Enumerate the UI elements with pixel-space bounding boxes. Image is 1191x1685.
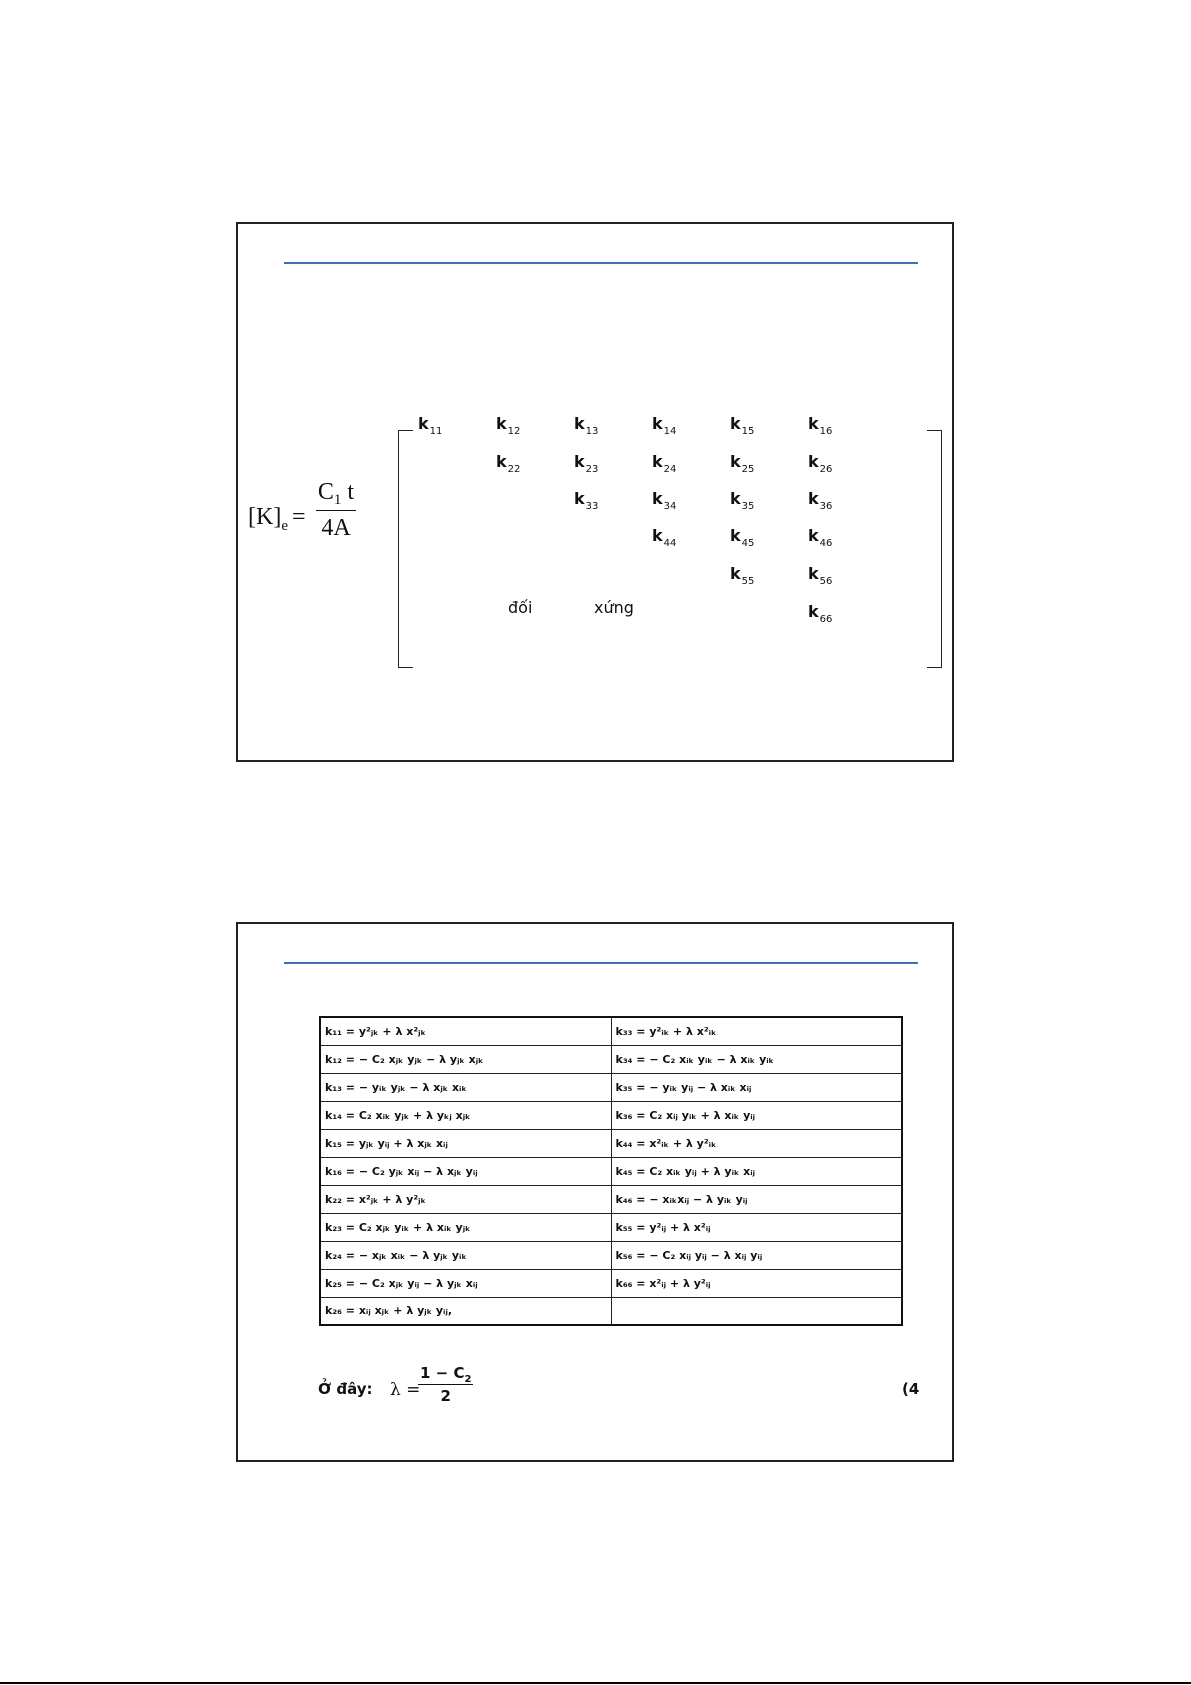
table-row [320, 1269, 902, 1297]
table-cell [320, 1269, 611, 1297]
slide-title-rule [284, 262, 918, 264]
table-cell [611, 1241, 902, 1269]
matrix-entry-symbol: k [574, 452, 585, 471]
table-cell [611, 1297, 902, 1325]
matrix-entry-index: 15 [741, 426, 755, 437]
matrix-entry-index: 26 [819, 464, 833, 475]
matrix-entry [574, 414, 599, 437]
table-row [320, 1017, 902, 1045]
lambda-denominator: 2 [440, 1387, 451, 1405]
table-cell [320, 1073, 611, 1101]
table-row [320, 1073, 902, 1101]
matrix-entry [496, 414, 521, 437]
matrix-entry-symbol: k [808, 564, 819, 583]
table-row [320, 1241, 902, 1269]
matrix-entry-symbol: k [652, 526, 663, 545]
coefficient-formula: k₂₆ = xᵢⱼ xⱼₖ + λ yⱼₖ yᵢⱼ, [325, 1304, 453, 1318]
table-cell [611, 1045, 902, 1073]
coefficient-formula: k₄₅ = C₂ xᵢₖ yᵢⱼ + λ yᵢₖ xᵢⱼ [615, 1164, 756, 1178]
coefficient-formula: k₃₅ = − yᵢₖ yᵢⱼ − λ xᵢₖ xᵢⱼ [615, 1080, 752, 1094]
matrix-entry [652, 414, 677, 437]
lhs-symbol: [K] [248, 504, 282, 530]
matrix-entry-symbol: k [808, 489, 819, 508]
table-row [320, 1045, 902, 1073]
coefficient-formula: k₁₁ = y²ⱼₖ + λ x²ⱼₖ [325, 1024, 426, 1038]
matrix-entry [652, 489, 677, 512]
matrix-entry-index: 22 [507, 464, 521, 475]
table-cell [320, 1213, 611, 1241]
table-row [320, 1213, 902, 1241]
slide-title-rule [284, 962, 918, 964]
matrix-lhs [248, 504, 312, 534]
matrix-entry-symbol: k [808, 526, 819, 545]
matrix-entry [730, 564, 755, 587]
table-cell [320, 1157, 611, 1185]
table-cell [320, 1129, 611, 1157]
matrix-entry [730, 489, 755, 512]
coefficient-formula: k₁₅ = yⱼₖ yᵢⱼ + λ xⱼₖ xᵢⱼ [325, 1136, 448, 1150]
lambda-numerator [418, 1364, 473, 1385]
matrix-entry-symbol: k [730, 452, 741, 471]
num-c-sub: 1 [333, 492, 342, 508]
matrix-entry-index: 46 [819, 538, 833, 549]
page-bottom-rule [0, 1682, 1191, 1684]
matrix-entry-symbol: k [808, 452, 819, 471]
table-row [320, 1101, 902, 1129]
matrix-entry [808, 452, 833, 475]
table-cell [320, 1297, 611, 1325]
coefficient-formula: k₃₄ = − C₂ xᵢₖ yᵢₖ − λ xᵢₖ yᵢₖ [615, 1052, 775, 1066]
coefficient-formula: k₄₆ = − xᵢₖxᵢⱼ − λ yᵢₖ yᵢⱼ [615, 1192, 748, 1206]
coefficient-formula: k₆₆ = x²ᵢⱼ + λ y²ᵢⱼ [615, 1276, 711, 1290]
coefficient-formula: k₁₆ = − C₂ yⱼₖ xᵢⱼ − λ xⱼₖ yᵢⱼ [325, 1164, 478, 1178]
matrix-entry-index: 36 [819, 501, 833, 512]
coefficient-formula: k₂₄ = − xⱼₖ xᵢₖ − λ yⱼₖ yᵢₖ [325, 1248, 467, 1262]
matrix-right-bracket [927, 430, 942, 668]
equation-number: (4 [902, 1380, 920, 1398]
coefficient-formula: k₁₃ = − yᵢₖ yⱼₖ − λ xⱼₖ xᵢₖ [325, 1080, 467, 1094]
matrix-entry-symbol: k [496, 414, 507, 433]
matrix-entry [808, 489, 833, 512]
symmetric-word-2: xứng [594, 598, 634, 617]
coefficient-formula: k₁₄ = C₂ xᵢₖ yⱼₖ + λ yₖⱼ xⱼₖ [325, 1108, 471, 1122]
table-cell [320, 1241, 611, 1269]
matrix-entry-index: 25 [741, 464, 755, 475]
matrix-entry [652, 452, 677, 475]
matrix-entry-symbol: k [730, 526, 741, 545]
symmetric-word-1: đối [508, 598, 533, 617]
matrix-entry [808, 526, 833, 549]
table-cell [320, 1045, 611, 1073]
matrix-entry-index: 13 [585, 426, 599, 437]
coefficient-formula: k₃₆ = C₂ xᵢⱼ yᵢₖ + λ xᵢₖ yᵢⱼ [615, 1108, 756, 1122]
matrix-entry-symbol: k [418, 414, 429, 433]
table-cell [611, 1213, 902, 1241]
matrix-entry-symbol: k [652, 452, 663, 471]
table-cell [320, 1101, 611, 1129]
matrix-entry-symbol: k [730, 564, 741, 583]
table-row [320, 1185, 902, 1213]
matrix-entry-index: 34 [663, 501, 677, 512]
matrix-entry [418, 414, 443, 437]
matrix-entry [730, 414, 755, 437]
table-row [320, 1297, 902, 1325]
matrix-left-bracket [398, 430, 413, 668]
matrix-entry-symbol: k [808, 602, 819, 621]
coefficient-formula: k₃₃ = y²ᵢₖ + λ x²ᵢₖ [615, 1024, 717, 1038]
matrix-entry-index: 14 [663, 426, 677, 437]
coefficient-formula: k₂₅ = − C₂ xⱼₖ yᵢⱼ − λ yⱼₖ xᵢⱼ [325, 1276, 478, 1290]
table-cell [611, 1017, 902, 1045]
matrix-entry-index: 11 [429, 426, 443, 437]
table-cell [320, 1185, 611, 1213]
table-cell [611, 1157, 902, 1185]
matrix-entry [808, 414, 833, 437]
table-cell [611, 1269, 902, 1297]
matrix-entry [652, 526, 677, 549]
matrix-entry-index: 33 [585, 501, 599, 512]
matrix-entry [496, 452, 521, 475]
table-cell [611, 1129, 902, 1157]
table-cell [611, 1101, 902, 1129]
num-t: t [341, 479, 355, 505]
coefficient-formula: k₂₂ = x²ⱼₖ + λ y²ⱼₖ [325, 1192, 426, 1206]
table-cell [611, 1073, 902, 1101]
matrix-entry-index: 35 [741, 501, 755, 512]
matrix-entry-symbol: k [652, 489, 663, 508]
lambda-num-main: 1 − C [420, 1364, 465, 1382]
num-c: C [317, 479, 334, 505]
table-row [320, 1129, 902, 1157]
matrix-entry-symbol: k [574, 489, 585, 508]
lhs-subscript: e [281, 518, 288, 534]
table-cell [611, 1185, 902, 1213]
matrix-entry-symbol: k [808, 414, 819, 433]
lambda-num-sub: 2 [464, 1374, 472, 1385]
slide-coefficient-table [236, 922, 954, 1462]
coefficient-formula: k₅₆ = − C₂ xᵢⱼ yᵢⱼ − λ xᵢⱼ yᵢⱼ [615, 1248, 763, 1262]
coefficient-formula: k₁₂ = − C₂ xⱼₖ yⱼₖ − λ yⱼₖ xⱼₖ [325, 1052, 484, 1066]
matrix-entry-index: 56 [819, 576, 833, 587]
fraction-numerator [316, 479, 356, 511]
coefficient-formula: k₂₃ = C₂ xⱼₖ yᵢₖ + λ xᵢₖ yⱼₖ [325, 1220, 471, 1234]
matrix-entry-index: 66 [819, 614, 833, 625]
coefficient-table [319, 1016, 903, 1326]
matrix-entry-symbol: k [652, 414, 663, 433]
matrix-entry [730, 526, 755, 549]
lhs-equals: = [292, 504, 306, 530]
lambda-fraction [418, 1364, 473, 1405]
matrix-entry-index: 23 [585, 464, 599, 475]
coefficient-formula: k₄₄ = x²ᵢₖ + λ y²ᵢₖ [615, 1136, 717, 1150]
slide-stiffness-matrix [236, 222, 954, 762]
matrix-entry-index: 45 [741, 538, 755, 549]
matrix-entry [808, 602, 833, 625]
matrix-entry-symbol: k [730, 414, 741, 433]
matrix-entry-symbol: k [496, 452, 507, 471]
matrix-entry-index: 44 [663, 538, 677, 549]
fraction-denominator: 4A [321, 515, 351, 541]
matrix-entry-index: 24 [663, 464, 677, 475]
coefficient-formula: k₅₅ = y²ᵢⱼ + λ x²ᵢⱼ [615, 1220, 711, 1234]
matrix-entry [574, 452, 599, 475]
table-row [320, 1157, 902, 1185]
coefficient-fraction [314, 479, 358, 542]
matrix-entry [730, 452, 755, 475]
matrix-entry-index: 16 [819, 426, 833, 437]
matrix-entry-symbol: k [730, 489, 741, 508]
lambda-lhs: λ = [390, 1380, 421, 1400]
matrix-entry [574, 489, 599, 512]
matrix-entry-symbol: k [574, 414, 585, 433]
matrix-entry [808, 564, 833, 587]
note-label: Ở đây: [318, 1380, 373, 1398]
table-cell [320, 1017, 611, 1045]
matrix-entry-index: 55 [741, 576, 755, 587]
matrix-entry-index: 12 [507, 426, 521, 437]
